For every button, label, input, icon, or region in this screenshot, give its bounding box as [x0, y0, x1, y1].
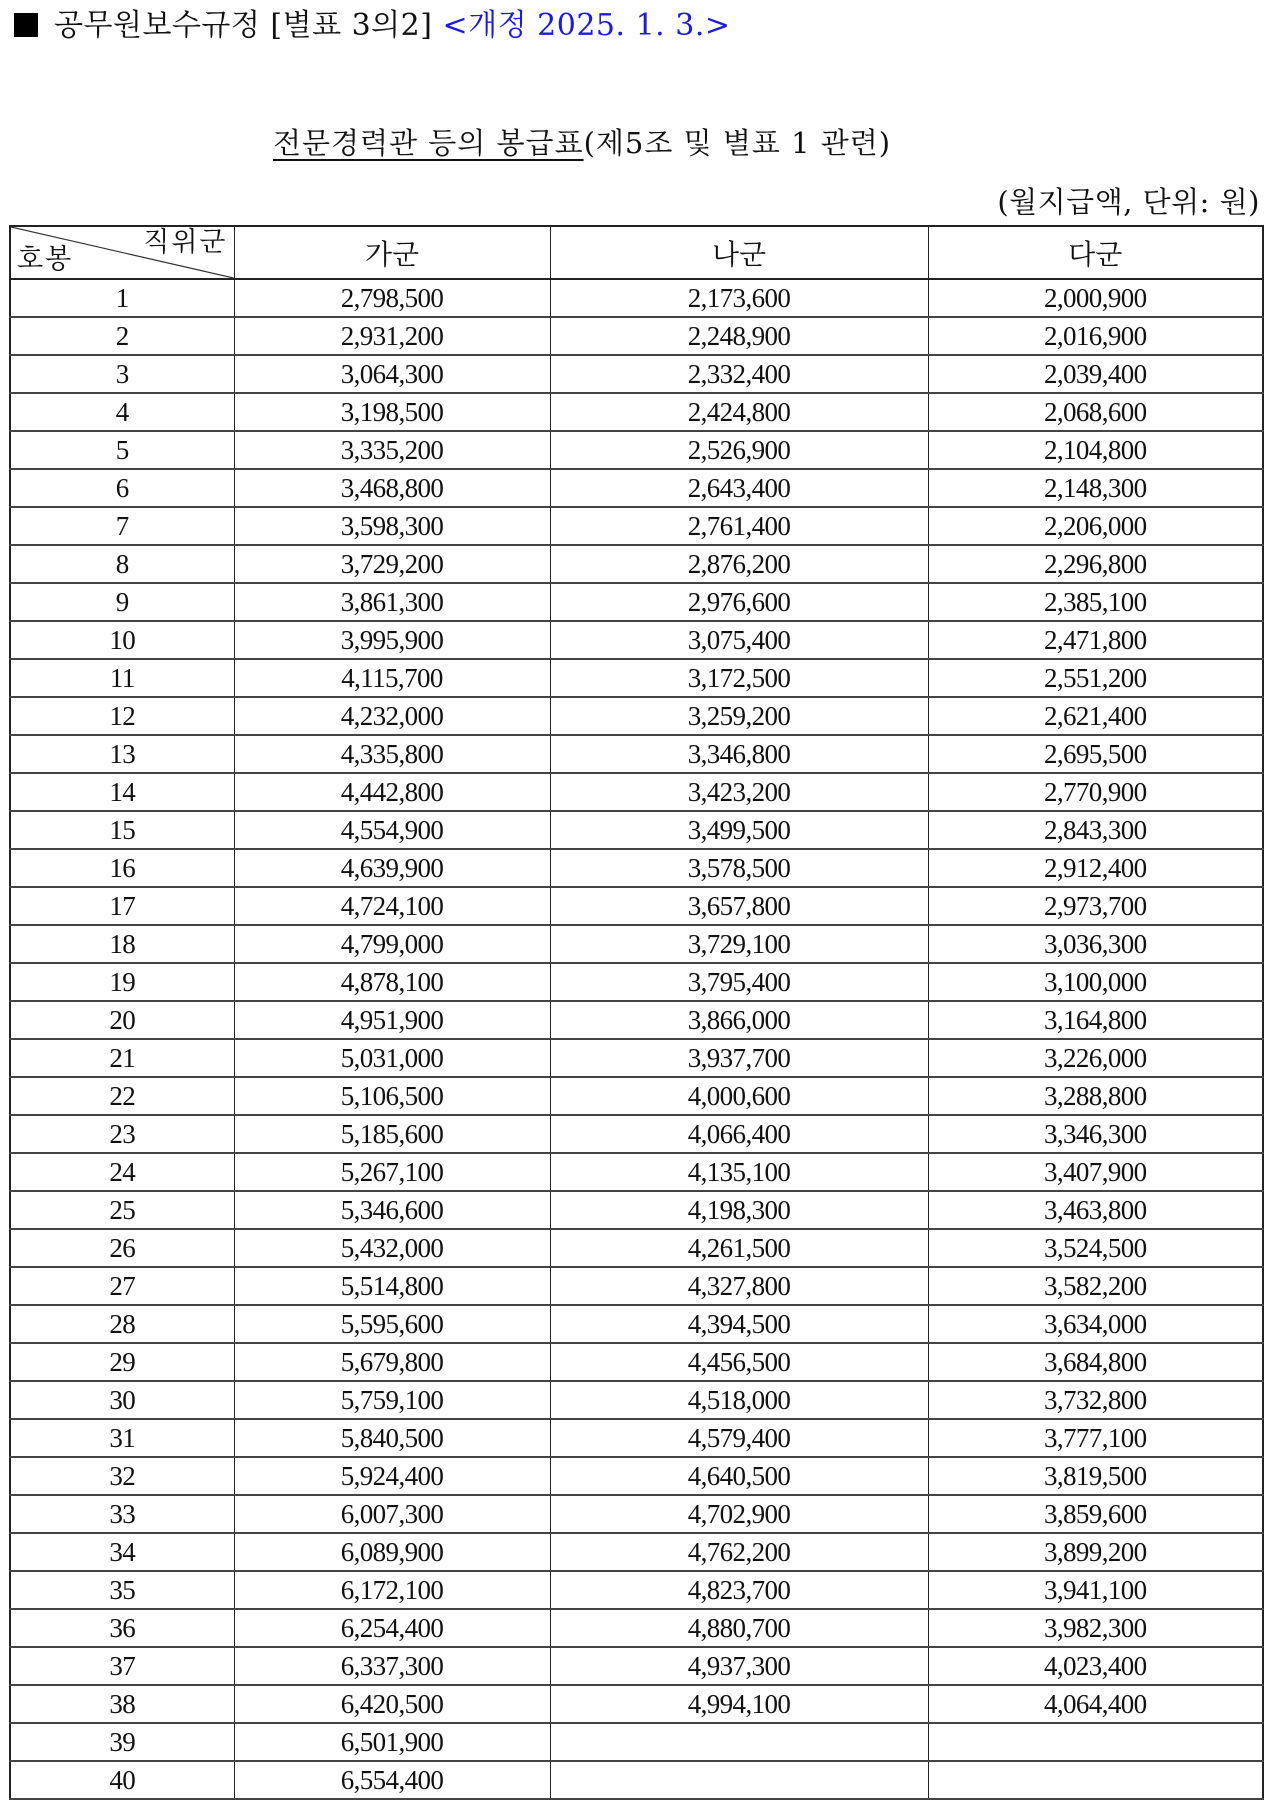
corner-label-position-group: 직위군: [143, 227, 228, 258]
step-cell: 24: [10, 1153, 234, 1191]
na-salary-cell: [550, 1723, 928, 1761]
ga-salary-cell: 3,861,300: [234, 583, 550, 621]
ga-salary-cell: 4,442,800: [234, 773, 550, 811]
da-salary-cell: 3,684,800: [928, 1343, 1263, 1381]
ga-salary-cell: 4,335,800: [234, 735, 550, 773]
table-row: [10, 1001, 1263, 1039]
ga-salary-cell: 5,840,500: [234, 1419, 550, 1457]
amendment-date: <개정 2025. 1. 3.>: [442, 8, 731, 43]
na-salary-cell: 3,937,700: [550, 1039, 928, 1077]
table-row: [10, 1457, 1263, 1495]
da-salary-cell: 3,982,300: [928, 1609, 1263, 1647]
regulation-name: 공무원보수규정 [별표 3의2]: [54, 8, 433, 43]
step-cell: 20: [10, 1001, 234, 1039]
step-cell: 4: [10, 393, 234, 431]
ga-salary-cell: 3,335,200: [234, 431, 550, 469]
table-row: [10, 849, 1263, 887]
table-row: [10, 659, 1263, 697]
na-salary-cell: 3,578,500: [550, 849, 928, 887]
na-salary-cell: 3,795,400: [550, 963, 928, 1001]
table-row: [10, 925, 1263, 963]
step-cell: 29: [10, 1343, 234, 1381]
table-body: [10, 279, 1263, 1799]
na-salary-cell: 2,173,600: [550, 279, 928, 317]
step-cell: 17: [10, 887, 234, 925]
ga-salary-cell: 5,759,100: [234, 1381, 550, 1419]
step-cell: 39: [10, 1723, 234, 1761]
na-salary-cell: 3,075,400: [550, 621, 928, 659]
ga-salary-cell: 6,007,300: [234, 1495, 550, 1533]
na-salary-cell: 4,640,500: [550, 1457, 928, 1495]
ga-salary-cell: 6,337,300: [234, 1647, 550, 1685]
da-salary-cell: 3,524,500: [928, 1229, 1263, 1267]
da-salary-cell: 3,346,300: [928, 1115, 1263, 1153]
da-salary-cell: 3,463,800: [928, 1191, 1263, 1229]
da-salary-cell: 3,164,800: [928, 1001, 1263, 1039]
na-salary-cell: 4,579,400: [550, 1419, 928, 1457]
step-cell: 35: [10, 1571, 234, 1609]
ga-salary-cell: 5,432,000: [234, 1229, 550, 1267]
ga-salary-cell: 6,501,900: [234, 1723, 550, 1761]
step-cell: 6: [10, 469, 234, 507]
step-cell: 9: [10, 583, 234, 621]
step-cell: 33: [10, 1495, 234, 1533]
step-cell: 12: [10, 697, 234, 735]
ga-salary-cell: 4,951,900: [234, 1001, 550, 1039]
da-salary-cell: 3,582,200: [928, 1267, 1263, 1305]
da-salary-cell: 2,068,600: [928, 393, 1263, 431]
da-salary-cell: 3,288,800: [928, 1077, 1263, 1115]
table-row: [10, 1191, 1263, 1229]
na-salary-cell: 4,456,500: [550, 1343, 928, 1381]
step-cell: 2: [10, 317, 234, 355]
ga-salary-cell: 4,799,000: [234, 925, 550, 963]
na-salary-cell: 4,000,600: [550, 1077, 928, 1115]
column-header-na: 나군: [550, 226, 928, 279]
regulation-header: [14, 4, 731, 48]
corner-header-cell: [10, 226, 234, 279]
ga-salary-cell: 5,106,500: [234, 1077, 550, 1115]
na-salary-cell: 3,172,500: [550, 659, 928, 697]
ga-salary-cell: 5,595,600: [234, 1305, 550, 1343]
ga-salary-cell: 6,420,500: [234, 1685, 550, 1723]
step-cell: 15: [10, 811, 234, 849]
unit-note: (월지급액, 단위: 원): [997, 185, 1260, 219]
ga-salary-cell: 3,729,200: [234, 545, 550, 583]
da-salary-cell: 2,016,900: [928, 317, 1263, 355]
page-title: [273, 122, 891, 164]
na-salary-cell: 3,657,800: [550, 887, 928, 925]
da-salary-cell: 3,036,300: [928, 925, 1263, 963]
black-square-bullet-icon: [14, 13, 38, 37]
step-cell: 36: [10, 1609, 234, 1647]
na-salary-cell: 3,499,500: [550, 811, 928, 849]
step-cell: 1: [10, 279, 234, 317]
step-cell: 11: [10, 659, 234, 697]
da-salary-cell: 2,148,300: [928, 469, 1263, 507]
da-salary-cell: 2,000,900: [928, 279, 1263, 317]
ga-salary-cell: 2,798,500: [234, 279, 550, 317]
table-row: [10, 1229, 1263, 1267]
table-row: [10, 1419, 1263, 1457]
ga-salary-cell: 5,185,600: [234, 1115, 550, 1153]
table-header-row: [10, 226, 1263, 279]
title-main: 전문경력관 등의 봉급표: [273, 126, 584, 160]
na-salary-cell: 2,248,900: [550, 317, 928, 355]
table-row: [10, 697, 1263, 735]
na-salary-cell: 3,729,100: [550, 925, 928, 963]
na-salary-cell: 4,327,800: [550, 1267, 928, 1305]
na-salary-cell: 4,702,900: [550, 1495, 928, 1533]
step-cell: 21: [10, 1039, 234, 1077]
table-row: [10, 279, 1263, 317]
table-row: [10, 1305, 1263, 1343]
na-salary-cell: 4,994,100: [550, 1685, 928, 1723]
na-salary-cell: [550, 1761, 928, 1799]
ga-salary-cell: 5,679,800: [234, 1343, 550, 1381]
table-row: [10, 1115, 1263, 1153]
step-cell: 7: [10, 507, 234, 545]
na-salary-cell: 2,876,200: [550, 545, 928, 583]
na-salary-cell: 2,332,400: [550, 355, 928, 393]
table-row: [10, 1571, 1263, 1609]
step-cell: 3: [10, 355, 234, 393]
table-row: [10, 621, 1263, 659]
da-salary-cell: 2,385,100: [928, 583, 1263, 621]
da-salary-cell: 4,023,400: [928, 1647, 1263, 1685]
salary-table: [9, 225, 1264, 1800]
step-cell: 40: [10, 1761, 234, 1799]
ga-salary-cell: 3,064,300: [234, 355, 550, 393]
da-salary-cell: 2,843,300: [928, 811, 1263, 849]
na-salary-cell: 3,346,800: [550, 735, 928, 773]
na-salary-cell: 3,866,000: [550, 1001, 928, 1039]
na-salary-cell: 2,526,900: [550, 431, 928, 469]
table-row: [10, 735, 1263, 773]
step-cell: 26: [10, 1229, 234, 1267]
step-cell: 22: [10, 1077, 234, 1115]
da-salary-cell: 2,621,400: [928, 697, 1263, 735]
na-salary-cell: 4,762,200: [550, 1533, 928, 1571]
na-salary-cell: 4,937,300: [550, 1647, 928, 1685]
table-row: [10, 1343, 1263, 1381]
ga-salary-cell: 4,639,900: [234, 849, 550, 887]
na-salary-cell: 4,135,100: [550, 1153, 928, 1191]
ga-salary-cell: 5,924,400: [234, 1457, 550, 1495]
table-row: [10, 887, 1263, 925]
ga-salary-cell: 6,554,400: [234, 1761, 550, 1799]
da-salary-cell: 2,296,800: [928, 545, 1263, 583]
step-cell: 16: [10, 849, 234, 887]
da-salary-cell: 2,471,800: [928, 621, 1263, 659]
table-row: [10, 1077, 1263, 1115]
ga-salary-cell: 3,468,800: [234, 469, 550, 507]
table-row: [10, 355, 1263, 393]
ga-salary-cell: 3,995,900: [234, 621, 550, 659]
step-cell: 23: [10, 1115, 234, 1153]
da-salary-cell: 3,941,100: [928, 1571, 1263, 1609]
step-cell: 28: [10, 1305, 234, 1343]
step-cell: 37: [10, 1647, 234, 1685]
step-cell: 27: [10, 1267, 234, 1305]
table-row: [10, 1039, 1263, 1077]
ga-salary-cell: 3,198,500: [234, 393, 550, 431]
step-cell: 32: [10, 1457, 234, 1495]
table-row: [10, 507, 1263, 545]
na-salary-cell: 3,259,200: [550, 697, 928, 735]
table-row: [10, 431, 1263, 469]
step-cell: 30: [10, 1381, 234, 1419]
table-row: [10, 317, 1263, 355]
da-salary-cell: 2,039,400: [928, 355, 1263, 393]
column-header-da: 다군: [928, 226, 1263, 279]
da-salary-cell: 2,206,000: [928, 507, 1263, 545]
da-salary-cell: 3,226,000: [928, 1039, 1263, 1077]
step-cell: 38: [10, 1685, 234, 1723]
step-cell: 19: [10, 963, 234, 1001]
da-salary-cell: 3,859,600: [928, 1495, 1263, 1533]
table-row: [10, 1685, 1263, 1723]
na-salary-cell: 2,761,400: [550, 507, 928, 545]
ga-salary-cell: 6,089,900: [234, 1533, 550, 1571]
column-header-ga: 가군: [234, 226, 550, 279]
na-salary-cell: 4,823,700: [550, 1571, 928, 1609]
step-cell: 25: [10, 1191, 234, 1229]
table-row: [10, 963, 1263, 1001]
da-salary-cell: 2,104,800: [928, 431, 1263, 469]
da-salary-cell: 3,407,900: [928, 1153, 1263, 1191]
ga-salary-cell: 4,554,900: [234, 811, 550, 849]
corner-label-step: 호봉: [17, 244, 74, 275]
table-row: [10, 545, 1263, 583]
table-row: [10, 811, 1263, 849]
step-cell: 13: [10, 735, 234, 773]
da-salary-cell: 3,777,100: [928, 1419, 1263, 1457]
ga-salary-cell: 4,115,700: [234, 659, 550, 697]
da-salary-cell: 2,770,900: [928, 773, 1263, 811]
ga-salary-cell: 4,724,100: [234, 887, 550, 925]
na-salary-cell: 3,423,200: [550, 773, 928, 811]
step-cell: 31: [10, 1419, 234, 1457]
step-cell: 18: [10, 925, 234, 963]
table-row: [10, 393, 1263, 431]
table-row: [10, 1533, 1263, 1571]
da-salary-cell: 2,973,700: [928, 887, 1263, 925]
da-salary-cell: 3,634,000: [928, 1305, 1263, 1343]
ga-salary-cell: 5,514,800: [234, 1267, 550, 1305]
da-salary-cell: 3,899,200: [928, 1533, 1263, 1571]
title-suffix: (제5조 및 별표 1 관련): [583, 126, 892, 160]
table-row: [10, 583, 1263, 621]
ga-salary-cell: 6,172,100: [234, 1571, 550, 1609]
ga-salary-cell: 2,931,200: [234, 317, 550, 355]
ga-salary-cell: 6,254,400: [234, 1609, 550, 1647]
da-salary-cell: 2,551,200: [928, 659, 1263, 697]
ga-salary-cell: 5,031,000: [234, 1039, 550, 1077]
na-salary-cell: 2,976,600: [550, 583, 928, 621]
da-salary-cell: 2,695,500: [928, 735, 1263, 773]
na-salary-cell: 2,424,800: [550, 393, 928, 431]
da-salary-cell: 3,819,500: [928, 1457, 1263, 1495]
na-salary-cell: 4,066,400: [550, 1115, 928, 1153]
step-cell: 34: [10, 1533, 234, 1571]
da-salary-cell: 3,100,000: [928, 963, 1263, 1001]
ga-salary-cell: 5,267,100: [234, 1153, 550, 1191]
na-salary-cell: 4,261,500: [550, 1229, 928, 1267]
ga-salary-cell: 4,232,000: [234, 697, 550, 735]
da-salary-cell: 2,912,400: [928, 849, 1263, 887]
step-cell: 14: [10, 773, 234, 811]
na-salary-cell: 4,394,500: [550, 1305, 928, 1343]
ga-salary-cell: 3,598,300: [234, 507, 550, 545]
table-row: [10, 1381, 1263, 1419]
table-row: [10, 773, 1263, 811]
na-salary-cell: 4,518,000: [550, 1381, 928, 1419]
table-row: [10, 1495, 1263, 1533]
da-salary-cell: 3,732,800: [928, 1381, 1263, 1419]
step-cell: 10: [10, 621, 234, 659]
na-salary-cell: 2,643,400: [550, 469, 928, 507]
da-salary-cell: 4,064,400: [928, 1685, 1263, 1723]
step-cell: 5: [10, 431, 234, 469]
ga-salary-cell: 5,346,600: [234, 1191, 550, 1229]
table-row: [10, 1647, 1263, 1685]
table-row: [10, 1761, 1263, 1799]
da-salary-cell: [928, 1723, 1263, 1761]
ga-salary-cell: 4,878,100: [234, 963, 550, 1001]
table-row: [10, 469, 1263, 507]
na-salary-cell: 4,880,700: [550, 1609, 928, 1647]
table-row: [10, 1609, 1263, 1647]
table-row: [10, 1723, 1263, 1761]
step-cell: 8: [10, 545, 234, 583]
da-salary-cell: [928, 1761, 1263, 1799]
table-row: [10, 1267, 1263, 1305]
table-row: [10, 1153, 1263, 1191]
na-salary-cell: 4,198,300: [550, 1191, 928, 1229]
